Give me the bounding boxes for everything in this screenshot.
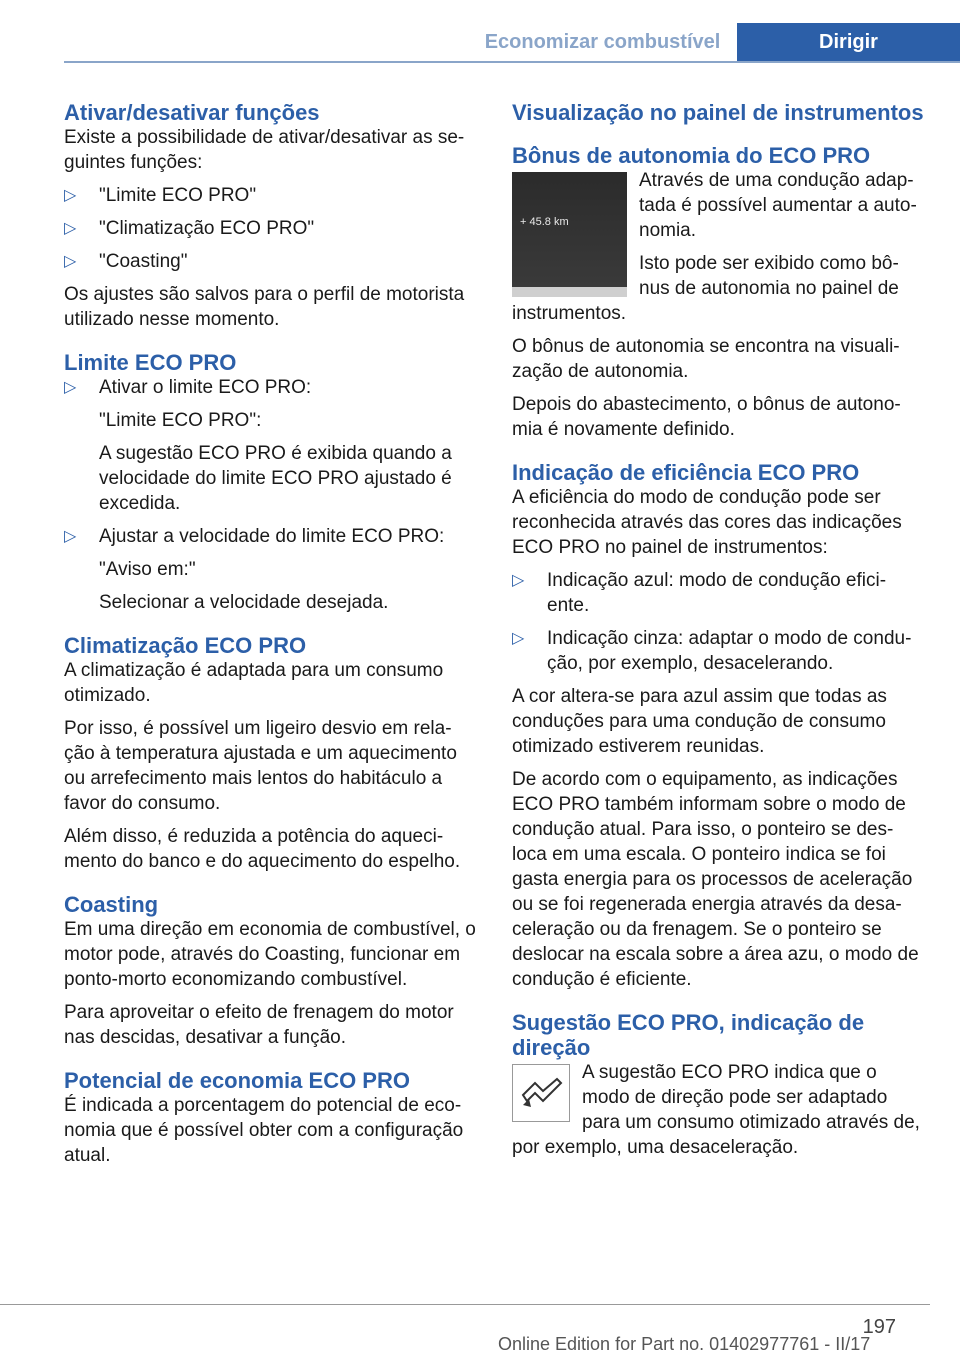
paragraph: Através de uma condução adap-tada é possível aumentar a auto-nomia. <box>639 170 917 241</box>
list-item-text: Ajustar a velocidade do limite ECO PRO: <box>99 526 445 547</box>
paragraph: Depois do abastecimento, o bônus de autono-mia é novamente definido. <box>512 394 901 440</box>
paragraph: Isto pode ser exibido como bô-nus de autonomia no painel de instrumentos. <box>512 253 899 324</box>
list-item-text: "Limite ECO PRO" <box>99 185 257 206</box>
bonus-figure-block <box>512 168 928 334</box>
paragraph: A cor altera-se para azul assim que todas as conduções para uma condução de consumo otimizado estiverem reunidas. <box>512 686 887 757</box>
page-header <box>0 0 960 64</box>
left-column <box>64 100 480 1176</box>
list-item <box>64 375 480 516</box>
bullet-triangle-icon: ▷ <box>64 220 77 237</box>
heading-visualizacao: Visualização no painel de instrumentos <box>512 100 924 125</box>
sugestao-figure-block <box>512 1060 928 1168</box>
list-item-text: "Coasting" <box>99 251 188 272</box>
heading-ativar: Ativar/desativar funções <box>64 100 320 125</box>
list-item-text: Ativar o limite ECO PRO: <box>99 377 312 398</box>
heading-bonus: Bônus de autonomia do ECO PRO <box>512 143 871 168</box>
heading-limite: Limite ECO PRO <box>64 350 237 375</box>
paragraph: De acordo com o equipamento, as indicações ECO PRO também informam sobre o modo de condução atual. Para isso, o ponteiro se des-loca em uma escala. O ponteiro indica se foi gasta energia para os processos de aceleração ou se foi regenerada energia através da desa-celeração ou da frenagem. Se o ponteiro se deslocar na escala sobre a área azu, o modo de condução é eficiente. <box>512 769 919 990</box>
header-divider <box>64 61 960 63</box>
paragraph: A climatização é adaptada para um consumo otimizado. <box>64 660 444 706</box>
paragraph: A eficiência do modo de condução pode ser reconhecida através das cores das indicações ECO PRO no painel de instrumentos: <box>512 487 902 558</box>
footer-divider <box>0 1304 930 1305</box>
bullet-triangle-icon: ▷ <box>512 572 525 589</box>
list-item-subtext: A sugestão ECO PRO é exibida quando a velocidade do limite ECO PRO ajustado é excedida. <box>99 443 452 514</box>
heading-coasting: Coasting <box>64 892 159 917</box>
instrument-cluster-image <box>512 172 627 297</box>
header-section-title: Economizar combustível <box>484 31 721 53</box>
bullet-triangle-icon: ▷ <box>64 253 77 270</box>
list-item-text: "Climatização ECO PRO" <box>99 218 315 239</box>
list-item-subtext: "Limite ECO PRO": <box>99 410 262 431</box>
cluster-range-readout: + 45.8 km <box>520 216 569 228</box>
list-item <box>64 524 480 615</box>
right-column <box>512 100 928 1168</box>
heading-sugestao: Sugestão ECO PRO, indicação de direção <box>512 1010 865 1060</box>
list-item-subtext: "Aviso em:" <box>99 559 196 580</box>
list-item <box>64 249 480 274</box>
bullet-triangle-icon: ▷ <box>64 187 77 204</box>
page-number: 197 <box>862 1316 896 1338</box>
heading-climatizacao: Climatização ECO PRO <box>64 633 307 658</box>
list-item-subtext: Selecionar a velocidade desejada. <box>99 592 389 613</box>
paragraph: O bônus de autonomia se encontra na visuali-zação de autonomia. <box>512 336 900 382</box>
eco-pro-tip-icon <box>512 1064 570 1122</box>
list-item-text: Indicação azul: modo de condução efici-ente. <box>547 570 887 616</box>
paragraph: É indicada a porcentagem do potencial de eco-nomia que é possível obter com a configuração atual. <box>64 1095 464 1166</box>
list-item <box>64 183 480 208</box>
heading-potencial: Potencial de economia ECO PRO <box>64 1068 410 1093</box>
paragraph: Além disso, é reduzida a potência do aqueci-mento do banco e do aquecimento do espelho. <box>64 826 461 872</box>
paragraph: Para aproveitar o efeito de frenagem do motor nas descidas, desativar a função. <box>64 1002 454 1048</box>
list-item-text: Indicação cinza: adaptar o modo de condu-ção, por exemplo, desacelerando. <box>547 628 912 674</box>
list-item <box>512 626 928 676</box>
edition-note: Online Edition for Part no. 01402977761 - II/17 <box>498 1334 871 1354</box>
paragraph: A sugestão ECO PRO indica que o modo de direção pode ser adaptado para um consumo otimizado através de, por exemplo, uma desaceleração. <box>512 1062 920 1158</box>
bullet-triangle-icon: ▷ <box>64 528 77 545</box>
bullet-triangle-icon: ▷ <box>512 630 525 647</box>
paragraph: Os ajustes são salvos para o perfil de motorista utilizado nesse momento. <box>64 284 465 330</box>
bullet-triangle-icon: ▷ <box>64 379 77 396</box>
list-item <box>64 216 480 241</box>
heading-eficiencia: Indicação de eficiência ECO PRO <box>512 460 860 485</box>
paragraph: Por isso, é possível um ligeiro desvio em rela-ção à temperatura ajustada e um aquecimento ou arrefecimento mais lentos do habitáculo a favor do consumo. <box>64 718 457 814</box>
header-chapter-tab: Dirigir <box>737 23 960 61</box>
paragraph: Existe a possibilidade de ativar/desativar as se-guintes funções: <box>64 127 465 173</box>
list-item <box>512 568 928 618</box>
paragraph: Em uma direção em economia de combustível, o motor pode, através do Coasting, funcionar em ponto-morto economizando combustível. <box>64 919 476 990</box>
